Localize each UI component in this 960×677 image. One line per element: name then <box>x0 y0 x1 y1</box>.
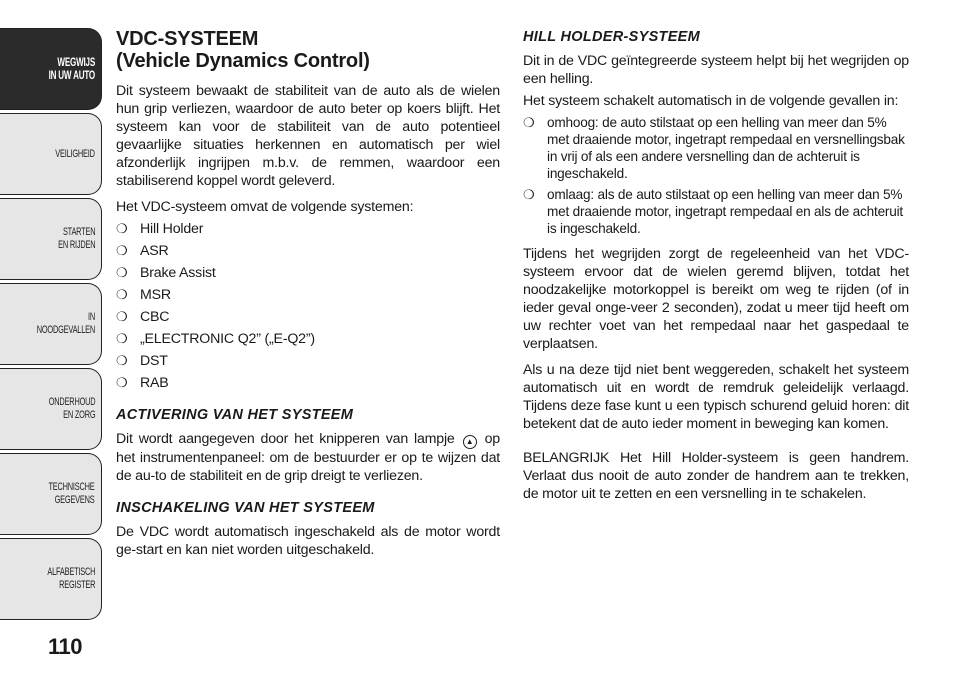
tab-label: ONDERHOUD <box>48 396 95 408</box>
section-subtitle: (Vehicle Dynamics Control) <box>116 50 370 72</box>
tab-label: EN RIJDEN <box>57 239 95 251</box>
paragraph: Dit in de VDC geïntegreerde systeem helpt bij het wegrijden op een helling. <box>523 53 909 87</box>
paragraph: Tijdens het wegrijden zorgt de regeleenheid van het VDC-systeem ervoor dat de wielen geremd blijven, totdat het noodzakelijke motorkoppel is bereikt om weg te rijden (of in ieder geval onge-veer 2 seconden), zodat u meer tijd heeft om uw rechter voet van het rempedaal naar het gaspedaal te verplaatsen. <box>523 246 909 352</box>
tab-onderhoud[interactable] <box>0 368 102 450</box>
activation-paragraph <box>116 430 500 485</box>
section-title: VDC-SYSTEEM <box>116 28 259 50</box>
systems-intro: Het VDC-systeem omvat de volgende systemen: <box>116 199 414 215</box>
tab-label: IN UW AUTO <box>48 68 95 82</box>
left-column <box>116 28 500 567</box>
list-item: ❍ MSR <box>116 286 500 304</box>
activation-text: Dit wordt aangegeven door het knipperen van lampje <box>116 431 455 447</box>
tab-label: TECHNISCHE <box>48 481 95 493</box>
systems-list <box>116 220 500 392</box>
list-item: ❍ omhoog: de auto stilstaat op een helling van meer dan 5% met draaiende motor, ingetrapt rempedaal en versnellingsbak in vrij of als een andere versnelling dan de achteruit is ingeschakeld. <box>523 114 909 182</box>
list-item: ❍ CBC <box>116 308 500 326</box>
tab-label: IN NOODGEVALLEN <box>36 311 95 336</box>
enable-heading: INSCHAKELING VAN HET SYSTEEM <box>116 500 375 516</box>
page-number: 110 <box>48 634 82 659</box>
cases-list <box>523 114 909 237</box>
tab-label: EN ZORG <box>62 409 95 421</box>
vdc-warning-lamp-icon: ▲ <box>463 435 477 449</box>
list-item: ❍ Brake Assist <box>116 264 500 282</box>
list-item: ❍ omlaag: als de auto stilstaat op een helling van meer dan 5% met draaiende motor, ingetrapt rempedaal en als de achteruit is ingeschakeld. <box>523 186 909 237</box>
tab-register[interactable] <box>0 538 102 620</box>
tab-label: STARTEN <box>62 226 95 238</box>
paragraph: Als u na deze tijd niet bent weggereden, schakelt het systeem automatisch uit en wordt de remdruk geleidelijk verlaagd. Tijdens deze fase kunt u een typisch schurend geluid horen: dit betekent dat de auto ieder moment in beweging kan komen. <box>523 362 909 432</box>
list-item: ❍ RAB <box>116 374 500 392</box>
tab-starten[interactable] <box>0 198 102 280</box>
list-item: ❍ „ELECTRONIC Q2” („E-Q2”) <box>116 330 500 348</box>
activation-heading: ACTIVERING VAN HET SYSTEEM <box>116 407 354 423</box>
tab-label: WEGWIJS <box>57 55 95 69</box>
tab-label: GEGEVENS <box>55 494 95 506</box>
important-note: BELANGRIJK Het Hill Holder-systeem is geen handrem. Verlaat dus nooit de auto zonder de handrem aan te trekken, de motor uit te zetten en een versnelling in te schakelen. <box>523 450 909 502</box>
enable-paragraph: De VDC wordt automatisch ingeschakeld als de motor wordt ge-start en kan niet worden uitgeschakeld. <box>116 524 500 558</box>
intro-paragraph: Dit systeem bewaakt de stabiliteit van de auto als de wielen hun grip verliezen, waardoor de auto beter op koers blijft. Het systeem kan voor de stabiliteit van de auto potentieel gevaarlijke situaties herkennen en automatisch per wiel afzonderlijk ingrijpen m.b.v. de remmen, waardoor een stabiliserend koppel wordt geleverd. <box>116 83 500 189</box>
chapter-sidebar <box>0 28 102 623</box>
list-item: ❍ ASR <box>116 242 500 260</box>
right-column <box>523 28 909 511</box>
tab-label: ALFABETISCH <box>47 566 95 578</box>
list-item: ❍ DST <box>116 352 500 370</box>
paragraph: Het systeem schakelt automatisch in de volgende gevallen in: <box>523 93 899 109</box>
hill-holder-heading: HILL HOLDER-SYSTEEM <box>523 29 701 45</box>
tab-noodgevallen[interactable] <box>0 283 102 365</box>
tab-wegwijs[interactable] <box>0 28 102 110</box>
tab-technische-gegevens[interactable] <box>0 453 102 535</box>
list-item: ❍ Hill Holder <box>116 220 500 238</box>
tab-label: VEILIGHEID <box>55 147 95 160</box>
activation-text: op het instrumentenpaneel: om de bestuurder er op te wijzen dat de au-to de stabiliteit en de grip dreigt te verliezen. <box>116 431 500 484</box>
tab-label: REGISTER <box>58 579 95 591</box>
tab-veiligheid[interactable] <box>0 113 102 195</box>
